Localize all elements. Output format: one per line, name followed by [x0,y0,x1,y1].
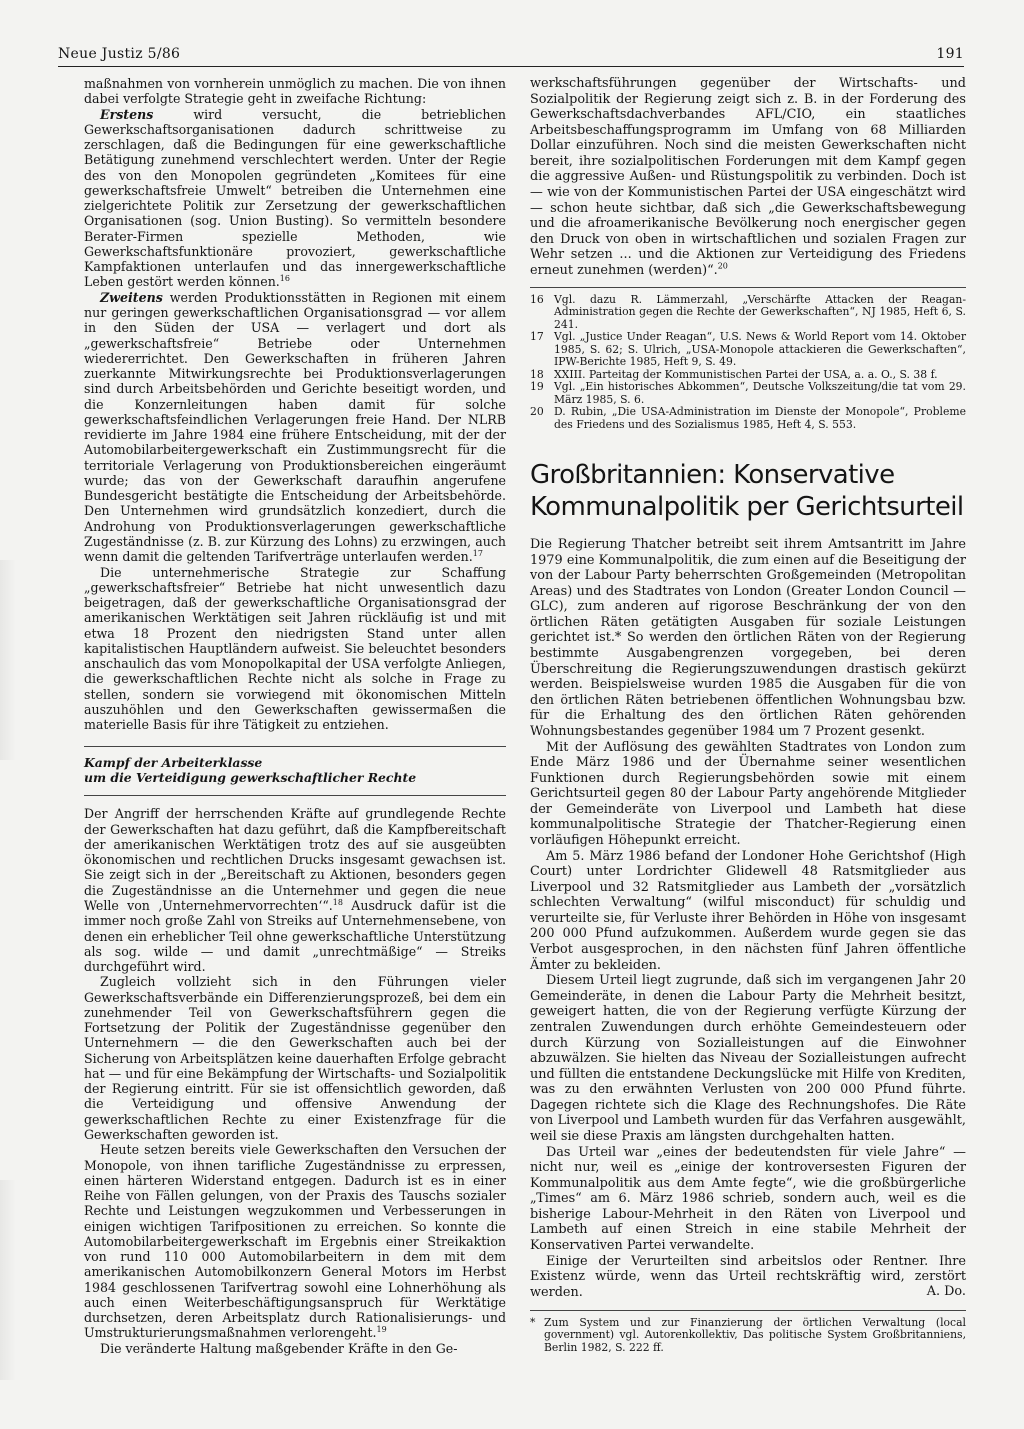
author-signature: A. Do. [926,1284,966,1300]
paragraph [530,1145,966,1254]
lead-word: Zweitens [100,289,163,305]
paragraph [84,565,506,733]
page-header [58,46,964,66]
footnote-ref: 17 [472,549,483,559]
footnote-ref: 20 [717,261,728,271]
paragraph-text: Die unternehmerische Strategie zur Schaffung „gewerkschaftsfreier“ Betriebe hat nicht unwesentlich dazu beigetragen, daß der gewerkschaftliche Organisationsgrad der amerikanischen Werktätigen seit Jahren rückläufig ist und mit etwa 18 Prozent den niedrigsten Stand unter allen kapitalistischen Hauptländern aufweist. Sie beleuchtet besonders anschaulich das vom Monopolkapital der USA verfolgte Anliegen, die gewerkschaftlichen Rechte nicht als solche in Frage zu stellen, sondern sie vorwiegend mit ökonomischen Mitteln auszuhöhlen und den Gewerkschaften gewissermaßen die materielle Basis für ihre Tätigkeit zu entziehen. [84,564,506,733]
paragraph-text: Der Angriff der herrschenden Kräfte auf grundlegende Rechte der Gewerkschaften hat dazu geführt, daß die Kampfbereitschaft der amerikanischen Werktätigen trotz des auf sie ausgeübten ökonomischen und rechtlichen Drucks insgesamt gewachsen ist. Sie zeigt sich in der „Bereitschaft zu Aktionen, besonders gegen die Zugeständnisse an die Unternehmer und gegen die neue Welle von ‚Unternehmervorrechten‘“. [84,806,506,914]
footnote-text: XXIII. Parteitag der Kommunistischen Partei der USA, a. a. O., S. 38 f. [554,367,938,381]
scan-shadow [0,560,16,760]
paragraph [530,76,966,279]
paragraph [530,849,966,974]
paragraph [84,1341,506,1356]
footnote-marker: * [530,1315,536,1329]
paragraph-text: Ausdruck dafür ist die immer noch große Zahl von Streiks auf Unternehmensebene, von denen ein erheblicher Teil ohne gewerkschaftliche Unterstützung als sog. wilde — und damit „unrechtmäßige“ — Streiks durchgeführt wird. [84,898,507,975]
paragraph-text: Am 5. März 1986 befand der Londoner Hohe Gerichtshof (High Court) unter Lordrichter Glidewell 48 Ratsmitglieder aus Liverpool und 32 Ratsmitglieder aus Lambeth der „vorsätzlich schlechten Verwaltung“ (wilful misconduct) für schuldig und verurteilte sie, für Verluste ihrer Behörden in Höhe von insgesamt 200 000 Pfund aufzukommen. Außerdem wurde gegen sie das Verbot ausgesprochen, in den nächsten fünf Jahren öffentliche Ämter zu bekleiden. [530,848,966,973]
footnote-item [530,331,966,369]
paragraph-text: Einige der Verurteilten sind arbeitslos oder Rentner. Ihre Existenz würde, wenn das Urteil rechtskräftig wird, zerstört werden. [530,1253,966,1300]
headline-line: Großbritannien: Konservative [530,460,895,491]
scan-shadow [0,1180,16,1380]
footnote-item [530,381,966,406]
paragraph-text: Das Urteil war „eines der bedeutendsten für viele Jahre“ — nicht nur, weil es „einige der kontroversesten Figuren der Kommunalpolitik aus dem Amte fegte“, wie die großbürgerliche „Times“ am 6. März 1986 schrieb, sondern auch, weil es die bisherige Labour-Mehrheit in den Räten von Liverpool und Lambeth auf einen Streich in eine stabile Mehrheit der Konservativen Partei verwandelte. [530,1144,966,1254]
article-footnote [530,1310,966,1355]
footnote-text: D. Rubin, „Die USA-Administration im Dienste der Monopole“, Probleme des Friedens und des Sozialismus 1985, Heft 4, S. 553. [554,405,966,431]
right-column [530,76,966,1354]
paragraph [530,537,966,740]
paragraph-text: Diesem Urteil liegt zugrunde, daß sich im vergangenen Jahr 20 Gemeinderäte, in denen die Labour Party die Mehrheit besitzt, geweigert hatten, die von der Regierung verfügte Kürzung der zentralen Zuwendungen durch erhöhte Gemeindesteuern oder durch Kürzung von Sozialleistungen auf die Einwohner abzuwälzen. Sie hielten das Niveau der Sozialleistungen aufrecht und füllten die entstandene Deckungslücke mit Hilfe von Krediten, was zu den erwähnten Verlusten von 200 000 Pfund führte. Dagegen richtete sich die Klage des Rechnungshofes. Die Räte von Liverpool und Lambeth wurden für das Verfahren ausgewählt, weil sie diese Praxis am längsten durchgehalten hatten. [530,973,966,1144]
left-column [84,76,506,1356]
paragraph [84,107,506,290]
paragraph [84,806,506,974]
paragraph-text: werkschaftsführungen gegenüber der Wirtschafts- und Sozialpolitik der Regierung zeigt sich z. B. in der Forderung des Gewerkschaftsdachverbandes AFL/CIO, ein staatliches Arbeitsbeschaffungsprogramm im Umfang von 68 Milliarden Dollar einzuführen. Noch sind die meisten Gewerkschaften nicht bereit, ihre sozialpolitischen Forderungen mit dem Kampf gegen die aggressive Außen- und Rüstungspolitik zu verbinden. Doch ist — wie von der Kommunistischen Partei der USA eingeschätzt wird — schon heute sichtbar, daß sich „die Gewerkschaftsbewegung und die afroamerikanische Bevölkerung noch energischer gegen den Druck von oben in wirtschaftlichen und sozialen Fragen zur Wehr setzen ... und die Aktionen zur Verteidigung des Friedens erneut zunehmen (werden)“. [530,76,966,278]
right-paragraphs-top [530,76,966,279]
footnote-number: 18 [530,367,544,381]
footnote-item [530,294,966,332]
article-headline [530,459,966,523]
paragraph-text: maßnahmen von vornherein unmöglich zu machen. Die von ihnen dabei verfolgte Strategie geht in zweifache Richtung: [84,76,506,107]
subsection-heading-box [84,746,506,796]
paragraph [530,973,966,1144]
page-number: 191 [936,46,964,62]
subsection-heading-line: Kampf der Arbeiterklasse [84,755,263,771]
paragraph-text: Zugleich vollzieht sich in den Führungen vieler Gewerkschaftsverbände ein Differenzierungsprozeß, bei dem ein zunehmender Teil von Gewerkschaftsführern gegen die Fortsetzung der Politik der Zugeständnisse gegenüber den Unternehmern — die den Gewerkschaften auch bei der Sicherung von Arbeitsplätzen keine dauerhaften Erfolge gebracht hat — und für eine Bekämpfung der Wirtschafts- und Sozialpolitik der Regierung eintritt. Für sie ist offensichtlich geworden, daß die Verteidigung und offensive Anwendung der gewerkschaftlichen Rechte zu einer Existenzfrage für die Gewerkschaften geworden ist. [84,974,506,1142]
paragraph-text: wird versucht, die betrieblichen Gewerkschaftsorganisationen dadurch schrittweise zu zerschlagen, daß die Bedingungen für eine gewerkschaftliche Betätigung zunehmend verschlechtert werden. Unter der Regie des von den Monopolen gegründeten „Komitees für eine gewerkschaftsfreie Umwelt“ betreiben die Unternehmen eine zielgerichtete Politik zur Zersetzung der gewerkschaftlichen Organisationen (sog. Union Busting). So vermitteln besondere Berater-Firmen spezielle Methoden, wie Gewerkschaftsfunktionäre provoziert, gewerkschaftliche Kampfaktionen unterlaufen und das innergewerkschaftliche Leben gestört werden können. [84,106,506,290]
footnote-text: Vgl. dazu R. Lämmerzahl, „Verschärfte Attacken der Reagan-Administration gegen die Rechte der Gewerkschaften“, NJ 1985, Heft 6, S. 241. [554,292,966,331]
paragraph-text: Die Regierung Thatcher betreibt seit ihrem Amtsantritt im Jahre 1979 eine Kommunalpolitik, die zum einen auf die Beseitigung der von der Labour Party beherrschten Großgemeinden (Metropolitan Areas) und des Stadtrates von London (Greater London Council — GLC), zum anderen auf rigorose Beschränkung der von den örtlichen Räten getätigten Ausgaben für soziale Leistungen gerichtet ist.* So werden den örtlichen Räten von der Regierung bestimmte Ausgabengrenzen vorgegeben, bei deren Überschreitung die Regierungszuwendungen drastisch gekürzt werden. Beispielsweise wurden 1985 die Ausgaben für die von den örtlichen Räten betriebenen öffentlichen Wohnungsbau bzw. für die Erhaltung des den örtlichen Räten gehörenden Wohnungsbestandes gegenüber 1984 um 7 Prozent gesenkt. [530,537,966,739]
footnote-text: Zum System und zur Finanzierung der örtlichen Verwaltung (local government) vgl. Autorenkollektiv, Das politische System Großbritanniens, Berlin 1982, S. 222 ff. [544,1315,966,1354]
footnotes [530,287,966,432]
paragraph [84,1142,506,1340]
footnote-text: Vgl. „Justice Under Reagan“, U.S. News & World Report vom 14. Oktober 1985, S. 62; S. Ulrich, „USA-Monopole attackieren die Gewerkschaften“, IPW-Berichte 1985, Heft 9, S. 49. [554,330,966,369]
paragraph [84,974,506,1142]
paragraph-text: werden Produktionsstätten in Regionen mit einem nur geringen gewerkschaftlichen Organisationsgrad — vor allem in den Süden der USA — verlagert und dort als „gewerkschaftsfreie“ Betriebe oder Unternehmen wiedererrichtet. Den Gewerkschaften in früheren Jahren zuerkannte Mitwirkungsrechte bei Produktionsverlagerungen sind durch Arbeitsbehörden und Gerichte beseitigt worden, und die Konzernleitungen haben damit für solche gewerkschaftsfeindlichen Verlagerungen freie Hand. Der NLRB revidierte im Jahre 1984 eine frühere Entscheidung, mit der der Automobilarbeitergewerkschaft ein Zustimmungsrecht für die territoriale Verlagerung von Produktionsbereichen eingeräumt wurde; das von der Gewerkschaft daraufhin angerufene Bundesgericht bestätigte die Entscheidung der Arbeitsbehörde. Den Unternehmen wird grundsätzlich konzediert, durch die Androhung von Produktionsverlagerungen gewerkschaftliche Zugeständnisse (z. B. zur Kürzung des Lohns) zu erzwingen, auch wenn damit die geltenden Tarifverträge unterlaufen werden. [84,289,506,565]
footnote-ref: 18 [332,897,343,907]
footnote-number: 20 [530,405,544,419]
paragraph-text: Mit der Auflösung des gewählten Stadtrates von London zum Ende März 1986 und der Übernahme seiner wesentlichen Funktionen durch Regierungsbehörden sowie mit einem Gerichtsurteil gegen 80 der Labour Party angehörende Mitglieder der Gemeinderäte von Liverpool und Lambeth hat diese kommunalpolitische Strategie der Thatcher-Regierung einen vorläufigen Höhepunkt erreicht. [530,739,966,848]
left-paragraphs-before [84,76,506,732]
footnote-ref: 19 [376,1325,387,1335]
paragraph-text: Heute setzen bereits viele Gewerkschaften den Versuchen der Monopole, von ihnen tarifliche Zugeständnisse zu erpressen, einen härteren Widerstand entgegen. Dadurch ist es in einer Reihe von Fällen gelungen, von der Praxis des Tauschs sozialer Rechte und Leistungen wegzukommen und Verbesserungen in einigen wichtigen Tarifpositionen zu erreichen. So konnte die Automobilarbeitergewerkschaft im Ergebnis einer Streikaktion von rund 110 000 Automobilarbeitern in dem mit dem amerikanischen Automobilkonzern General Motors im Herbst 1984 geschlossenen Tarifvertrag sowohl eine Lohnerhöhung als auch einen Weiterbeschäftigungsanspruch für Werktätige durchsetzen, deren Arbeitsplatz durch Rationalisierungs- und Umstrukturierungsmaßnahmen verlorengeht. [84,1142,506,1341]
footnote-number: 19 [530,380,544,394]
paragraph [530,740,966,849]
paragraph-text: Die veränderte Haltung maßgebender Kräfte in den Ge- [100,1340,458,1356]
footnote-ref: 16 [279,274,290,284]
article-body [530,537,966,1300]
subsection-heading-line: um die Verteidigung gewerkschaftlicher Rechte [84,770,417,786]
footnote-item [530,406,966,431]
paragraph [84,76,506,107]
footnote-number: 17 [530,330,544,344]
left-paragraphs-after [84,806,506,1356]
headline-line: Kommunalpolitik per Gerichtsurteil [530,492,964,523]
header-rule [58,66,964,67]
paragraph [84,290,506,565]
footnote-number: 16 [530,292,544,306]
footnote-text: Vgl. „Ein historisches Abkommen“, Deutsche Volkszeitung/die tat vom 29. März 1985, S. 6. [554,380,966,406]
lead-word: Erstens [100,106,154,122]
journal-issue: Neue Justiz 5/86 [58,46,181,62]
